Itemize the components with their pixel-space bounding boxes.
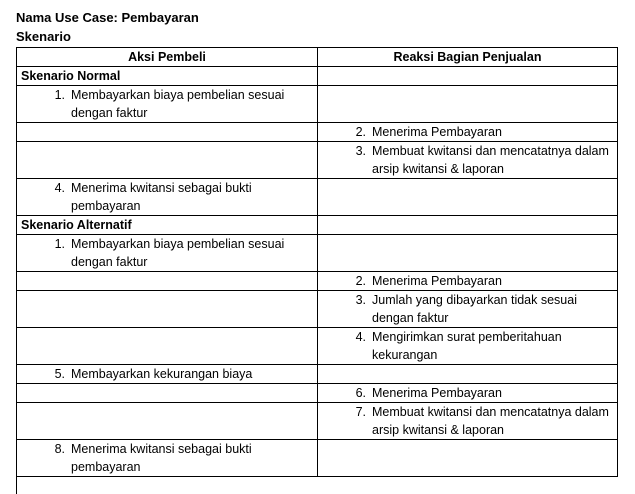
sales-cell <box>318 86 618 123</box>
sales-cell <box>318 142 618 179</box>
buyer-cell <box>17 440 318 477</box>
buyer-cell <box>17 235 318 272</box>
document-header <box>16 8 199 46</box>
step-text: Membuat kwitansi dan mencatatnya dalam arsip kwitansi & laporan <box>372 144 609 176</box>
scenario-label: Skenario <box>16 29 71 44</box>
buyer-cell <box>17 403 318 440</box>
step-number: 1. <box>54 237 65 251</box>
sales-cell <box>318 235 618 272</box>
step-number: 1. <box>54 88 65 102</box>
table-row <box>17 291 618 328</box>
column-header-buyer: Aksi Pembeli <box>17 48 318 67</box>
step-text: Membayarkan kekurangan biaya <box>71 367 253 381</box>
sales-cell <box>318 384 618 403</box>
sales-cell <box>318 328 618 365</box>
step-number: 7. <box>355 405 366 419</box>
table-row <box>17 384 618 403</box>
empty-cell <box>318 67 618 86</box>
step-text: Jumlah yang dibayarkan tidak sesuai dengan faktur <box>372 293 577 325</box>
page-border-line <box>16 467 17 494</box>
buyer-cell <box>17 142 318 179</box>
section-title: Skenario Alternatif <box>17 216 318 235</box>
sales-cell <box>318 272 618 291</box>
step-text: Membayarkan biaya pembelian sesuai dengan faktur <box>71 237 285 269</box>
table-row <box>17 142 618 179</box>
step-text: Menerima Pembayaran <box>372 125 502 139</box>
step-number: 4. <box>355 330 366 344</box>
step-text: Menerima kwitansi sebagai bukti pembayaran <box>71 442 252 474</box>
sales-cell <box>318 179 618 216</box>
table-row <box>17 403 618 440</box>
table-row <box>17 123 618 142</box>
buyer-cell <box>17 384 318 403</box>
buyer-cell <box>17 179 318 216</box>
step-text: Menerima kwitansi sebagai bukti pembayaran <box>71 181 252 213</box>
step-number: 8. <box>54 442 65 456</box>
table-row <box>17 365 618 384</box>
step-text: Membuat kwitansi dan mencatatnya dalam arsip kwitansi & laporan <box>372 405 609 437</box>
table-row <box>17 328 618 365</box>
buyer-cell <box>17 365 318 384</box>
sales-cell <box>318 440 618 477</box>
table-row <box>17 86 618 123</box>
step-number: 3. <box>355 293 366 307</box>
buyer-cell <box>17 291 318 328</box>
step-number: 2. <box>355 125 366 139</box>
sales-cell <box>318 123 618 142</box>
sales-cell <box>318 403 618 440</box>
table-header-row <box>17 48 618 67</box>
empty-cell <box>318 216 618 235</box>
buyer-cell <box>17 272 318 291</box>
table-row <box>17 272 618 291</box>
column-header-sales: Reaksi Bagian Penjualan <box>318 48 618 67</box>
step-text: Menerima Pembayaran <box>372 274 502 288</box>
buyer-cell <box>17 328 318 365</box>
step-number: 3. <box>355 144 366 158</box>
section-row-normal <box>17 67 618 86</box>
table-row <box>17 235 618 272</box>
sales-cell <box>318 291 618 328</box>
table-row <box>17 179 618 216</box>
use-case-table <box>16 47 618 477</box>
step-text: Menerima Pembayaran <box>372 386 502 400</box>
step-number: 4. <box>54 181 65 195</box>
buyer-cell <box>17 86 318 123</box>
use-case-title: Nama Use Case: Pembayaran <box>16 10 199 25</box>
step-number: 5. <box>54 367 65 381</box>
step-text: Mengirimkan surat pemberitahuan kekurangan <box>372 330 562 362</box>
sales-cell <box>318 365 618 384</box>
table-row <box>17 440 618 477</box>
buyer-cell <box>17 123 318 142</box>
section-row-alternative <box>17 216 618 235</box>
step-text: Membayarkan biaya pembelian sesuai dengan faktur <box>71 88 285 120</box>
step-number: 6. <box>355 386 366 400</box>
step-number: 2. <box>355 274 366 288</box>
section-title: Skenario Normal <box>17 67 318 86</box>
